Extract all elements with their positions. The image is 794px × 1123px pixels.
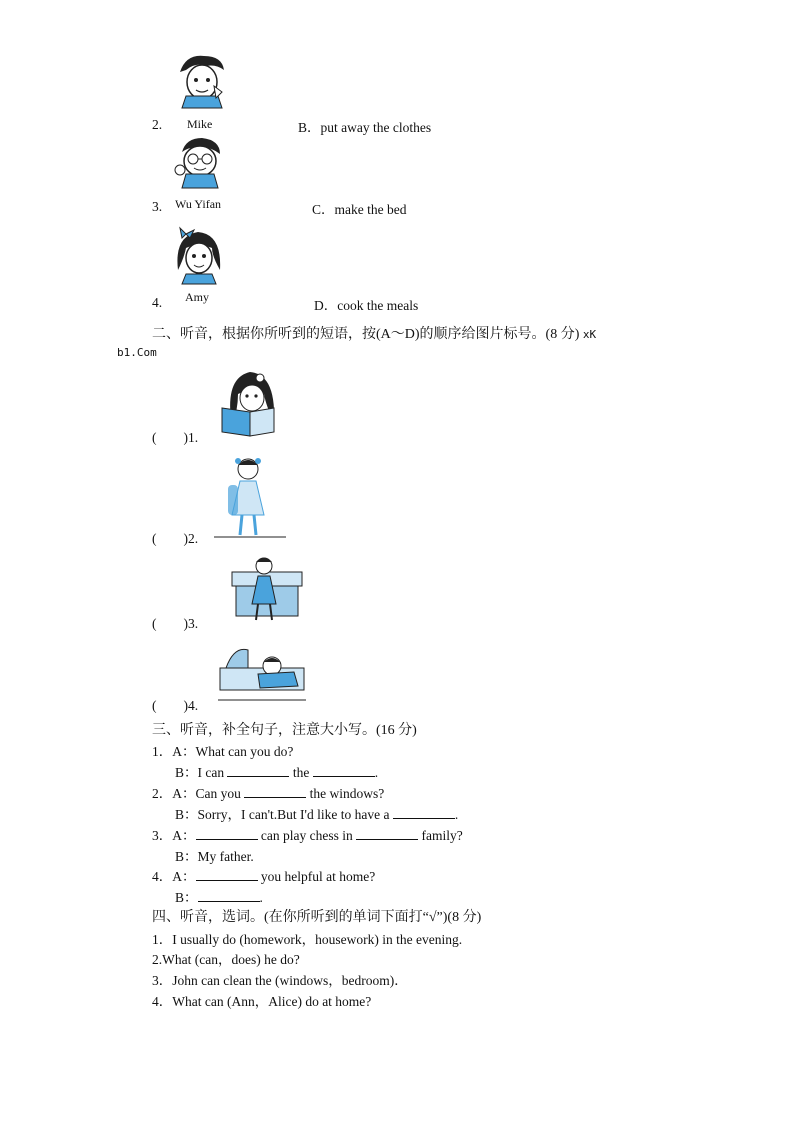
part3-q1-a: 1．A：What can you do?	[152, 744, 294, 759]
blank-input[interactable]	[227, 764, 289, 777]
blank-input[interactable]	[198, 889, 260, 902]
part2-heading: 二、听音，根据你所听到的短语，按(A～D)的顺序给图片标号。(8 分) xK	[152, 327, 597, 342]
part2-item-1: ( )1.	[152, 430, 199, 445]
part3-q2-a: 2．A：Can you the windows?	[152, 786, 385, 801]
watermark-a: xK	[582, 328, 597, 341]
option-c: C．make the bed	[312, 202, 407, 217]
part1-num-2: 2.	[152, 117, 163, 132]
part2-item-2: ( )2.	[152, 531, 199, 546]
part2-item-3: ( )3.	[152, 616, 199, 631]
part4-heading: 四、听音，选词。(在你所听到的单词下面打“√”)(8 分)	[152, 910, 482, 925]
part1-num-3: 3.	[152, 199, 163, 214]
part4-line-1: 1．I usually do (homework，housework) in the evening.	[152, 932, 463, 947]
girl-bed-picture	[218, 638, 306, 704]
part3-q4-a: 4．A： you helpful at home?	[152, 869, 376, 884]
blank-input[interactable]	[356, 827, 418, 840]
name-amy: Amy	[185, 290, 209, 304]
part4-line-4: 4．What can (Ann，Alice) do at home?	[152, 994, 372, 1009]
blank-input[interactable]	[313, 764, 375, 777]
part3-q3-a: 3．A： can play chess in family?	[152, 828, 463, 843]
blank-input[interactable]	[393, 806, 455, 819]
option-d: D．cook the meals	[314, 298, 419, 313]
blank-input[interactable]	[244, 785, 306, 798]
blank-input[interactable]	[196, 868, 258, 881]
part1-num-4: 4.	[152, 295, 163, 310]
part3-q3-b: B：My father.	[175, 849, 254, 864]
girl-reading-picture	[216, 366, 282, 438]
part2-item-4: ( )4.	[152, 698, 199, 713]
amy-portrait	[172, 226, 226, 286]
part3-q1-b: B：I can the .	[175, 765, 379, 780]
watermark-b: b1.Com	[117, 346, 157, 359]
part3-heading: 三、听音，补全句子，注意大小写。(16 分)	[152, 723, 417, 738]
mike-portrait	[176, 52, 228, 110]
blank-input[interactable]	[196, 827, 258, 840]
part3-q2-b: B：Sorry，I can't.But I'd like to have a .	[175, 807, 459, 822]
part4-line-2: 2.What (can，does) he do?	[152, 952, 300, 967]
name-wu-yifan: Wu Yifan	[175, 197, 222, 211]
option-b: B．put away the clothes	[298, 120, 432, 135]
girl-table-picture	[230, 552, 304, 624]
wu-yifan-portrait	[172, 134, 228, 190]
part4-line-3: 3．John can clean the (windows，bedroom)．	[152, 973, 408, 988]
girl-cooking-picture	[214, 455, 286, 539]
name-mike: Mike	[187, 117, 213, 131]
part3-q4-b: B： .	[175, 890, 263, 905]
